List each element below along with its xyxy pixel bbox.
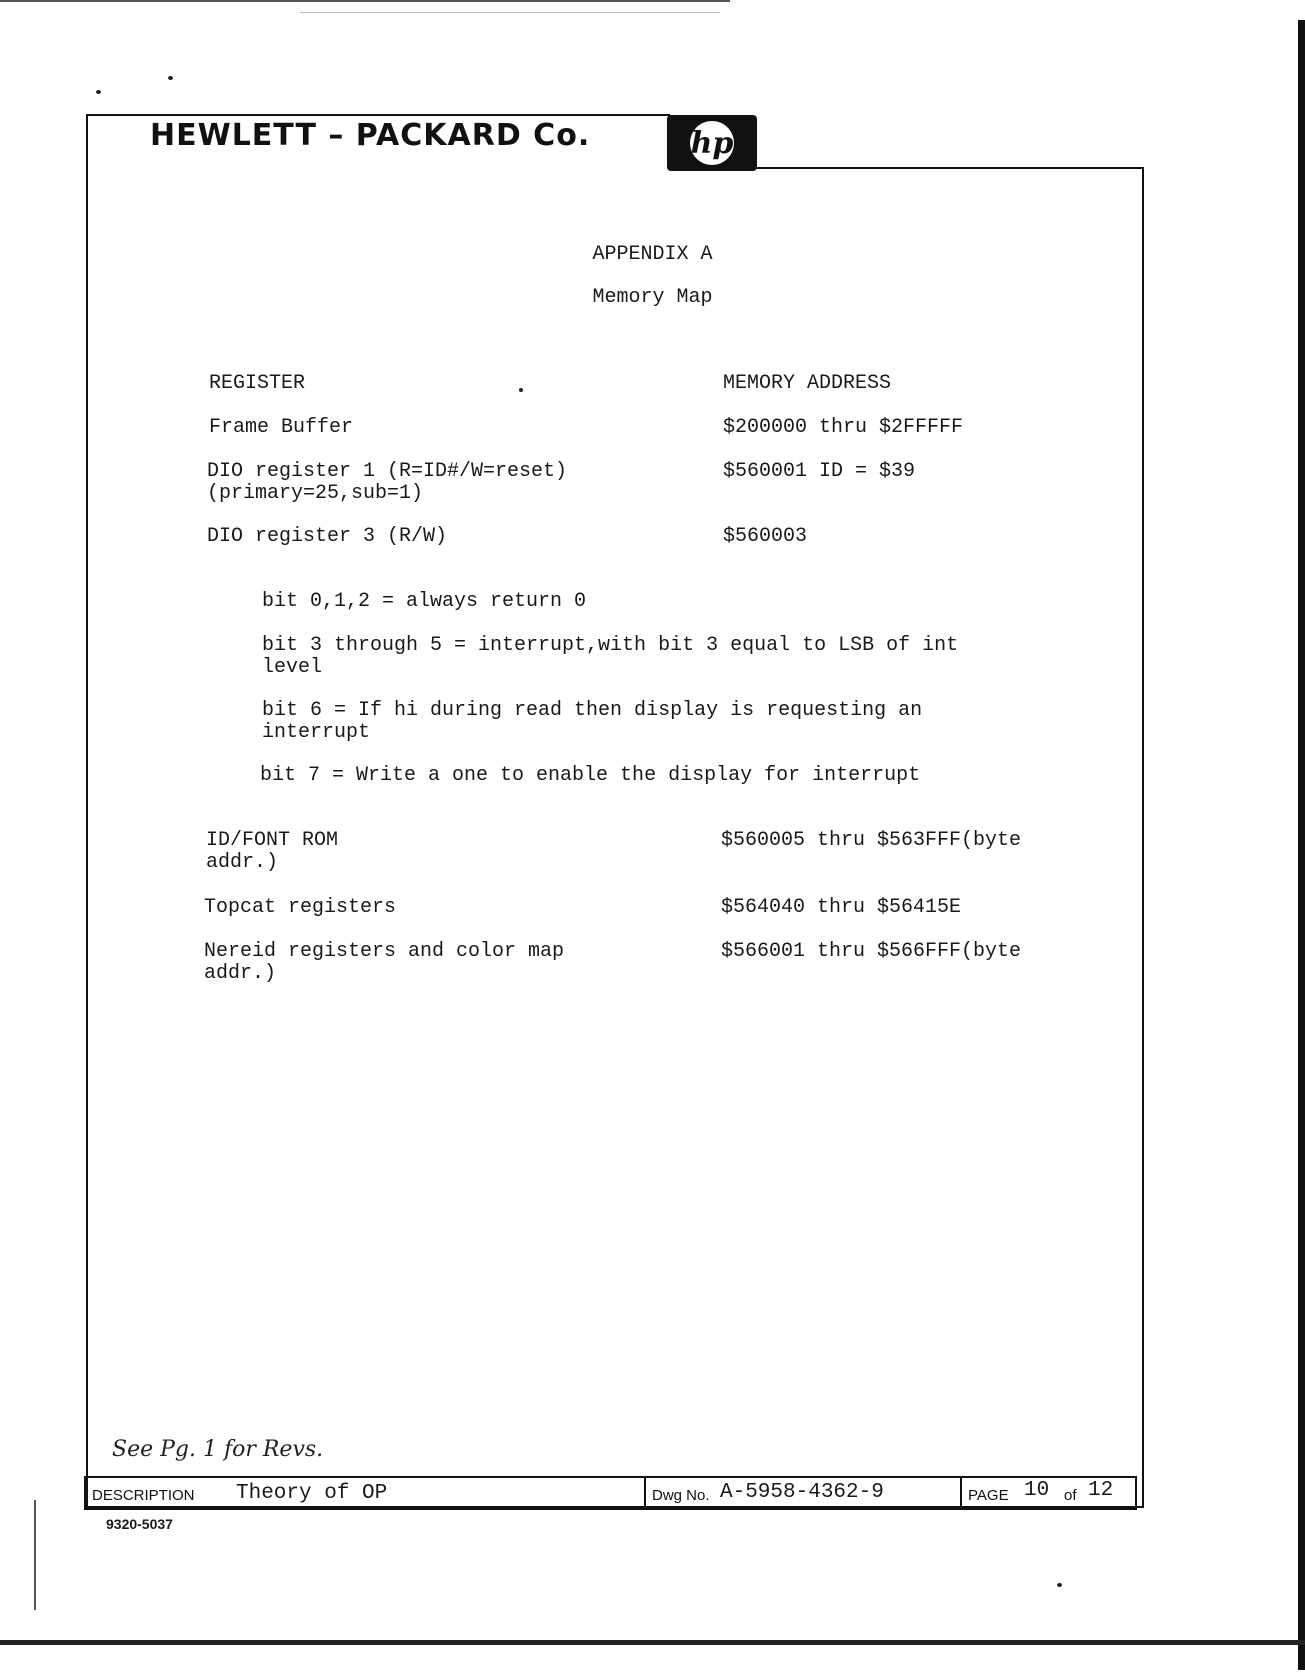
- bit-description: bit 6 = If hi during read then display is requesting an interrupt: [262, 699, 923, 744]
- memory-address: $564040 thru $56415E: [721, 896, 962, 919]
- register-name: Nereid registers and color map addr.): [204, 940, 565, 985]
- memory-address: $200000 thru $2FFFFF: [723, 416, 964, 439]
- revision-note: See Pg. 1 for Revs.: [112, 1437, 324, 1462]
- scan-edge-bottom: [0, 1640, 1305, 1645]
- form-number: 9320-5037: [106, 1516, 173, 1532]
- scan-edge-top: [0, 0, 730, 2]
- speck: [168, 76, 173, 80]
- memory-address: $560001 ID = $39: [723, 460, 916, 483]
- register-name: DIO register 3 (R/W): [207, 525, 448, 548]
- register-name: ID/FONT ROM addr.): [206, 829, 339, 874]
- register-name: DIO register 1 (R=ID#/W=reset) (primary=25,sub=1): [207, 460, 568, 505]
- frame-top-rule: [754, 167, 1144, 169]
- drawing-number-value: A-5958-4362-9: [720, 1481, 884, 1504]
- description-cell: [86, 1478, 646, 1508]
- description-label: DESCRIPTION: [92, 1487, 195, 1504]
- memory-address: $560005 thru $563FFF(byte: [721, 829, 1022, 852]
- hp-logo-text: hp: [690, 126, 734, 161]
- scan-edge-left: [34, 1500, 36, 1610]
- scan-edge-right: [1298, 20, 1305, 1670]
- hp-logo-icon: [667, 115, 757, 171]
- memory-address: $566001 thru $566FFF(byte: [721, 940, 1022, 963]
- page-cell: [962, 1478, 1135, 1508]
- register-name: Frame Buffer: [209, 416, 354, 439]
- memory-address: $560003: [723, 525, 808, 548]
- title-block: [84, 1476, 1137, 1510]
- register-name: Topcat registers: [204, 896, 397, 919]
- appendix-title: APPENDIX A: [592, 243, 713, 266]
- drawing-number-label: Dwg No.: [652, 1487, 710, 1504]
- scan-edge-top-faint: [300, 12, 720, 13]
- speck: [1057, 1583, 1062, 1587]
- page-total: 12: [1088, 1479, 1114, 1502]
- col-header-register: REGISTER: [209, 372, 306, 395]
- bit-description: bit 3 through 5 = interrupt,with bit 3 equal to LSB of int level: [262, 634, 959, 679]
- page-label: PAGE: [968, 1487, 1009, 1504]
- bit-description: bit 7 = Write a one to enable the display for interrupt: [260, 764, 921, 787]
- company-name: HEWLETT – PACKARD Co.: [150, 118, 591, 153]
- page-number: 10: [1024, 1479, 1050, 1502]
- page-subtitle: Memory Map: [592, 286, 713, 309]
- speck: [96, 90, 101, 94]
- description-value: Theory of OP: [236, 1482, 388, 1505]
- drawing-number-cell: [646, 1478, 962, 1508]
- page-of-label: of: [1064, 1487, 1077, 1504]
- page-frame: [86, 114, 1144, 1508]
- bit-description: bit 0,1,2 = always return 0: [262, 590, 587, 613]
- col-header-address: MEMORY ADDRESS: [723, 372, 892, 395]
